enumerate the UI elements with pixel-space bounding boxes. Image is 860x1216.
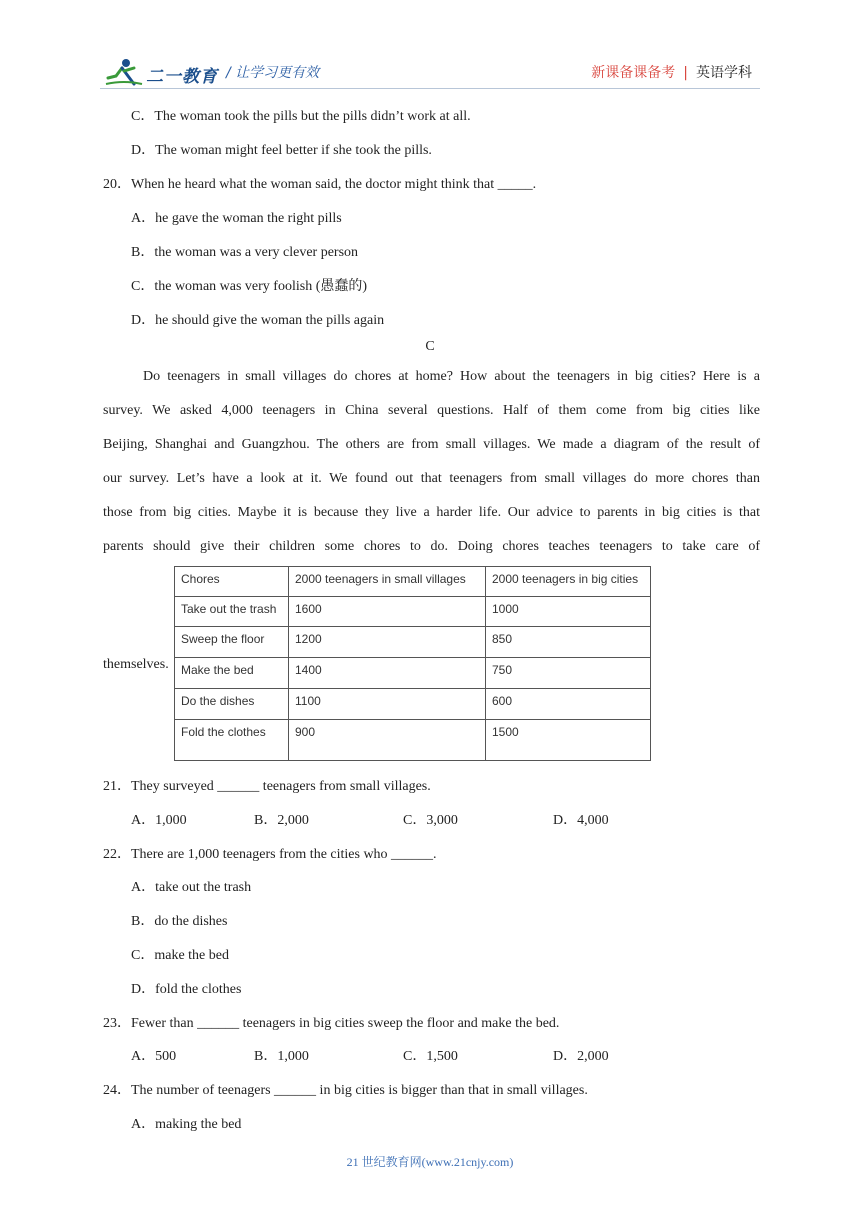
q22-option-d: D．fold the clothes	[131, 982, 242, 997]
q21-option-c: C．3,000	[403, 813, 458, 828]
header-subject	[591, 62, 752, 82]
page-footer[interactable]: 21 世纪教育网(www.21cnjy.com)	[346, 1155, 514, 1169]
table-header-cell: Chores	[175, 567, 289, 597]
q22-option-c: C．make the bed	[131, 948, 229, 963]
table-header-cell: 2000 teenagers in small villages	[289, 567, 486, 597]
question-20: 20．When he heard what the woman said, the doctor might think that _____.	[103, 177, 537, 192]
table-cell: 1400	[289, 658, 486, 689]
table-row	[175, 720, 651, 761]
question-22: 22．There are 1,000 teenagers from the cities who ______.	[103, 847, 437, 862]
q24-option-a: A．making the bed	[131, 1117, 242, 1132]
table-cell: 1200	[289, 627, 486, 658]
table-row	[175, 597, 651, 627]
table-cell: Sweep the floor	[175, 627, 289, 658]
logo-text: 二一教育	[146, 67, 218, 87]
table-header-row	[175, 567, 651, 597]
q21-option-b: B．2,000	[254, 813, 309, 828]
q20-option-c: C．the woman was very foolish (愚蠢的)	[131, 279, 368, 294]
q22-option-a: A．take out the trash	[131, 880, 252, 895]
passage-line: those from big cities. Maybe it is because they live a harder life. Our advice to parents in big cities is that	[103, 505, 760, 520]
header-course-label: 新课备课备考	[591, 65, 676, 81]
q23-option-d: D．2,000	[553, 1049, 609, 1064]
passage-end: themselves.	[103, 657, 169, 672]
q21-option-a: A．1,000	[131, 813, 187, 828]
q21-option-d: D．4,000	[553, 813, 609, 828]
table-cell: Take out the trash	[175, 597, 289, 627]
section-heading: C	[425, 339, 435, 354]
passage-line: Do teenagers in small villages do chores at home? How about the teenagers in big cities? Here is a	[143, 369, 760, 384]
table-row	[175, 689, 651, 720]
table-cell: 1600	[289, 597, 486, 627]
q19-option-d: D．The woman might feel better if she took the pills.	[131, 143, 432, 158]
q19-option-c: C．The woman took the pills but the pills didn’t work at all.	[131, 109, 471, 124]
q23-option-c: C．1,500	[403, 1049, 458, 1064]
table-row	[175, 627, 651, 658]
q20-option-d: D．he should give the woman the pills again	[131, 313, 385, 328]
q20-option-b: B．the woman was a very clever person	[131, 245, 359, 260]
table-cell: Make the bed	[175, 658, 289, 689]
table-cell: 850	[486, 627, 651, 658]
q20-option-a: A．he gave the woman the right pills	[131, 211, 342, 226]
question-24: 24．The number of teenagers ______ in big cities is bigger than that in small villages.	[103, 1083, 588, 1098]
q23-option-a: A．500	[131, 1049, 177, 1064]
header-divider	[100, 88, 760, 89]
table-row	[175, 658, 651, 689]
table-header-cell: 2000 teenagers in big cities	[486, 567, 651, 597]
page-header	[0, 0, 860, 96]
header-subject-label: 英语学科	[696, 65, 752, 81]
table-cell: 900	[289, 720, 486, 761]
q22-option-b: B．do the dishes	[131, 914, 228, 929]
passage-line: Beijing, Shanghai and Guangzhou. The others are from small villages. We made a diagram of the result of	[103, 437, 760, 452]
question-21: 21．They surveyed ______ teenagers from small villages.	[103, 779, 431, 794]
passage-line: parents should give their children some chores to do. Doing chores teaches teenagers to take care of	[103, 539, 760, 554]
question-23: 23．Fewer than ______ teenagers in big cities sweep the floor and make the bed.	[103, 1016, 560, 1031]
table-cell: 1100	[289, 689, 486, 720]
q23-option-b: B．1,000	[254, 1049, 309, 1064]
runner-logo-icon	[104, 58, 144, 88]
header-slogan: / 让学习更有效	[226, 65, 320, 81]
table-cell: Do the dishes	[175, 689, 289, 720]
survey-table	[174, 566, 651, 761]
table-cell: 600	[486, 689, 651, 720]
table-cell: 1500	[486, 720, 651, 761]
header-separator: |	[683, 65, 688, 81]
table-cell: 750	[486, 658, 651, 689]
passage-line: our survey. Let’s have a look at it. We found out that teenagers from small villages do more chores than	[103, 471, 760, 486]
table-cell: Fold the clothes	[175, 720, 289, 761]
passage-line: survey. We asked 4,000 teenagers in China several questions. Half of them come from big cities like	[103, 403, 760, 418]
table-cell: 1000	[486, 597, 651, 627]
